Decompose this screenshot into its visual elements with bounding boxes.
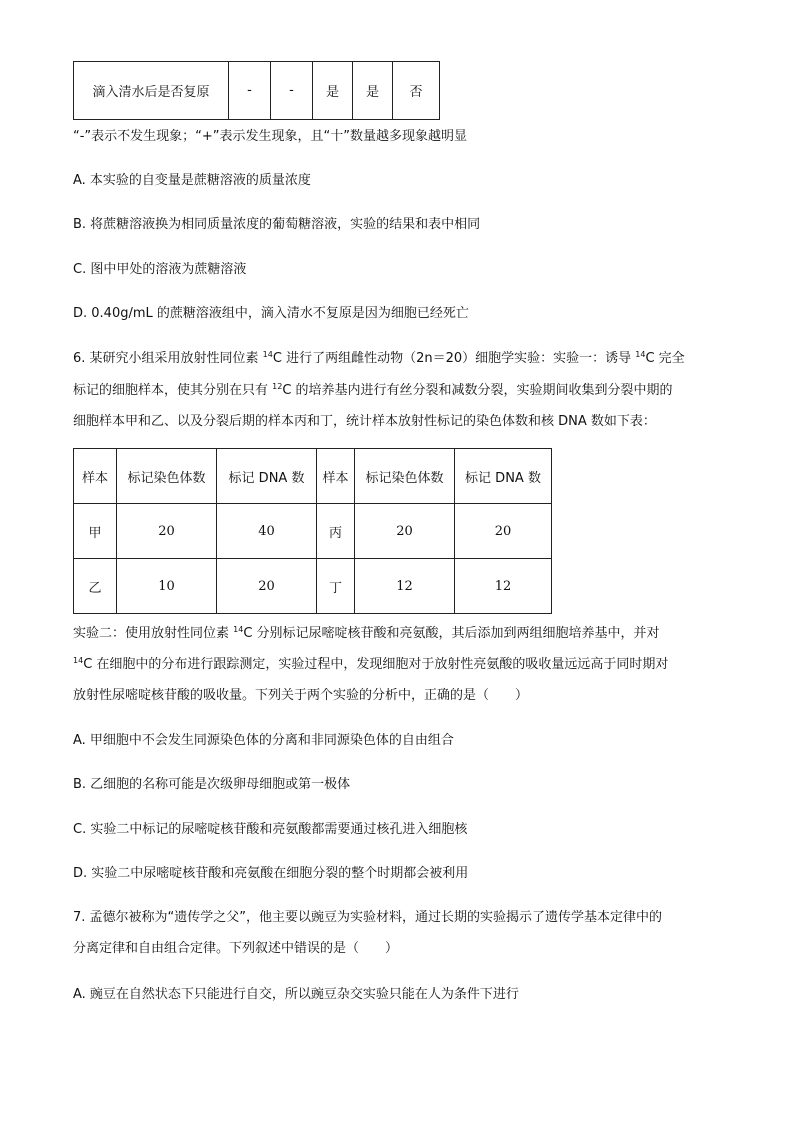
table-header-row — [74, 449, 552, 504]
q6-stem-line3: 细胞样本甲和乙、以及分裂后期的样本丙和丁，统计样本放射性标记的染色体数和核 DNA 数如下表： — [73, 414, 656, 429]
table-row — [74, 559, 552, 614]
result-cell: - — [229, 62, 271, 120]
table-header: 样本 — [317, 449, 355, 504]
q5-option-b: B. 将蔗糖溶液换为相同质量浓度的葡萄糖溶液，实验的结果和表中相同 — [73, 217, 481, 232]
table-cell: 40 — [217, 504, 317, 559]
table-cell: 10 — [117, 559, 217, 614]
q6-exp2-line2: $^{14}$C 在细胞中的分布进行跟踪测定，实验过程中，发现细胞对于放射性亮氨酸的吸收量远远高于同时期对 — [73, 656, 669, 672]
table-cell: 12 — [455, 559, 552, 614]
result-cell: 否 — [393, 62, 440, 120]
q7-option-a: A. 豌豆在自然状态下只能进行自交，所以豌豆杂交实验只能在人为条件下进行 — [73, 987, 519, 1002]
q5-option-a: A. 本实验的自变量是蔗糖溶液的质量浓度 — [73, 173, 311, 188]
table-header: 样本 — [74, 449, 117, 504]
q6-exp2-line1: 实验二：使用放射性同位素 $^{14}$C 分别标记尿嘧啶核苷酸和亮氨酸，其后添加到两组细胞培养基中，并对 — [73, 625, 660, 641]
table-cell: 20 — [455, 504, 552, 559]
table-cell: 丁 — [317, 559, 355, 614]
table-row — [74, 504, 552, 559]
legend-note: “-”表示不发生现象；“+”表示发生现象，且“十”数量越多现象越明显 — [73, 129, 467, 144]
table-header: 标记染色体数 — [117, 449, 217, 504]
table-header: 标记 DNA 数 — [217, 449, 317, 504]
result-cell: 是 — [353, 62, 393, 120]
table-header: 标记 DNA 数 — [455, 449, 552, 504]
table-header: 标记染色体数 — [355, 449, 455, 504]
result-table — [73, 61, 440, 120]
table-cell: 甲 — [74, 504, 117, 559]
table-cell: 20 — [117, 504, 217, 559]
result-cell: - — [271, 62, 313, 120]
q6-option-a: A. 甲细胞中不会发生同源染色体的分离和非同源染色体的自由组合 — [73, 733, 454, 748]
q5-option-c: C. 图中甲处的溶液为蔗糖溶液 — [73, 262, 247, 277]
q6-stem-line2: 标记的细胞样本，使其分别在只有 $^{12}$C 的培养基内进行有丝分裂和减数分裂，实验期间收集到分裂中期的 — [73, 382, 673, 398]
table-cell: 丙 — [317, 504, 355, 559]
q6-option-d: D. 实验二中尿嘧啶核苷酸和亮氨酸在细胞分裂的整个时期都会被利用 — [73, 866, 469, 881]
result-cell: 是 — [313, 62, 353, 120]
table-cell: 乙 — [74, 559, 117, 614]
table-cell: 12 — [355, 559, 455, 614]
q6-option-b: B. 乙细胞的名称可能是次级卵母细胞或第一极体 — [73, 777, 351, 792]
table-cell: 20 — [355, 504, 455, 559]
q7-stem-line1: 7. 孟德尔被称为“遗传学之父”，他主要以豌豆为实验材料，通过长期的实验揭示了遗传学基本定律中的 — [73, 910, 663, 925]
table-cell: 20 — [217, 559, 317, 614]
q6-exp2-line3: 放射性尿嘧啶核苷酸的吸收量。下列关于两个实验的分析中，正确的是（ ） — [73, 688, 529, 703]
q6-stem-line1: 6. 某研究小组采用放射性同位素 $^{14}$C 进行了两组雌性动物（2n＝20）细胞学实验：实验一：诱导 $^{14}$C 完全 — [73, 350, 685, 366]
q5-option-d: D. 0.40g/mL 的蔗糖溶液组中，滴入清水不复原是因为细胞已经死亡 — [73, 306, 469, 321]
q6-option-c: C. 实验二中标记的尿嘧啶核苷酸和亮氨酸都需要通过核孔进入细胞核 — [73, 822, 468, 837]
q7-stem-line2: 分离定律和自由组合定律。下列叙述中错误的是（ ） — [73, 941, 399, 956]
row-label-restore: 滴入清水后是否复原 — [74, 62, 229, 120]
sample-table — [73, 448, 552, 614]
